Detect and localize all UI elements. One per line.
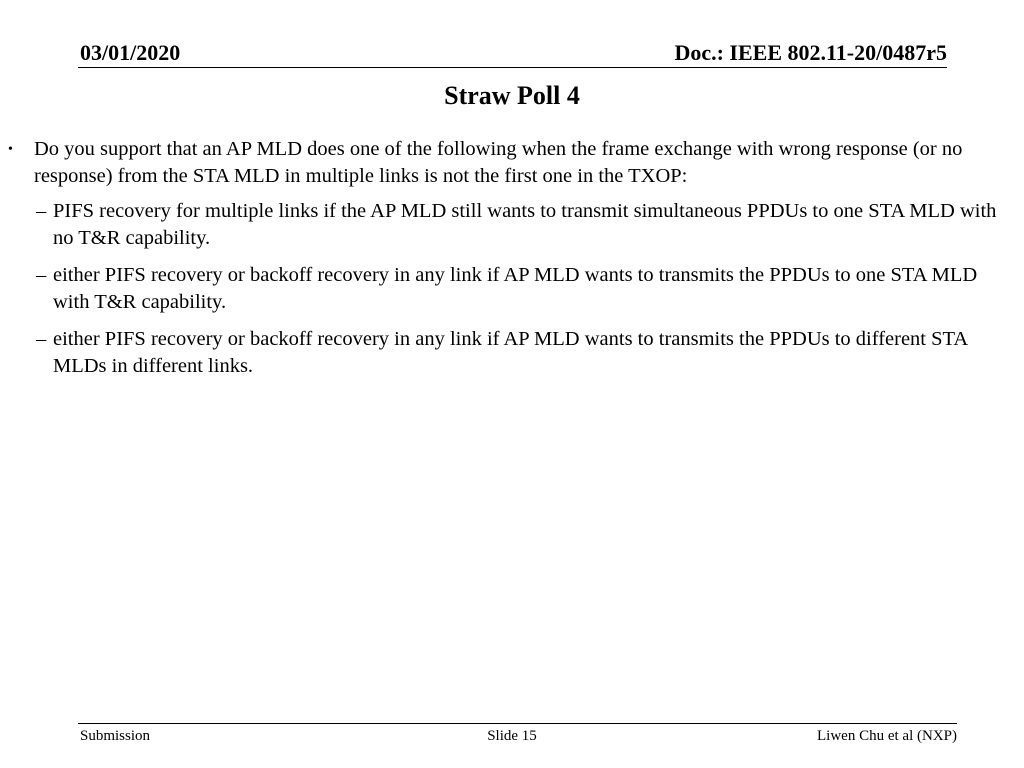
dash-icon: – [36, 264, 47, 286]
footer-divider [78, 723, 957, 724]
sub-bullet-list [0, 198, 1024, 380]
footer-author: Liwen Chu et al (NXP) [817, 728, 957, 744]
slide-title: Straw Poll 4 [444, 81, 580, 110]
dash-icon: – [36, 328, 47, 350]
sub-bullet-text: either PIFS recovery or backoff recovery in any link if AP MLD wants to transmits the PPDUs to different STA MLDs in different links. [53, 328, 968, 377]
header-date: 03/01/2020 [80, 40, 181, 65]
main-bullet-text: Do you support that an AP MLD does one of the following when the frame exchange with wrong response (or no response) from the STA MLD in multiple links is not the first one in the TXOP: [34, 138, 963, 187]
sub-bullet-text: either PIFS recovery or backoff recovery in any link if AP MLD wants to transmits the PPDUs to one STA MLD with T&R capability. [53, 264, 978, 313]
slide-content [0, 136, 1024, 390]
sub-bullet [0, 262, 1013, 316]
dash-icon: – [36, 200, 47, 222]
header-divider [78, 67, 947, 68]
sub-bullet [0, 198, 1013, 252]
main-bullet [0, 136, 1014, 190]
bullet-icon: • [8, 142, 13, 157]
sub-bullet [0, 326, 1013, 380]
sub-bullet-text: PIFS recovery for multiple links if the AP MLD still wants to transmit simultaneous PPDUs to one STA MLD with no T&R capability. [53, 200, 997, 249]
footer-submission: Submission [80, 728, 151, 744]
footer-slide-number: Slide 15 [487, 728, 537, 744]
header-doc-id: Doc.: IEEE 802.11-20/0487r5 [674, 40, 947, 65]
